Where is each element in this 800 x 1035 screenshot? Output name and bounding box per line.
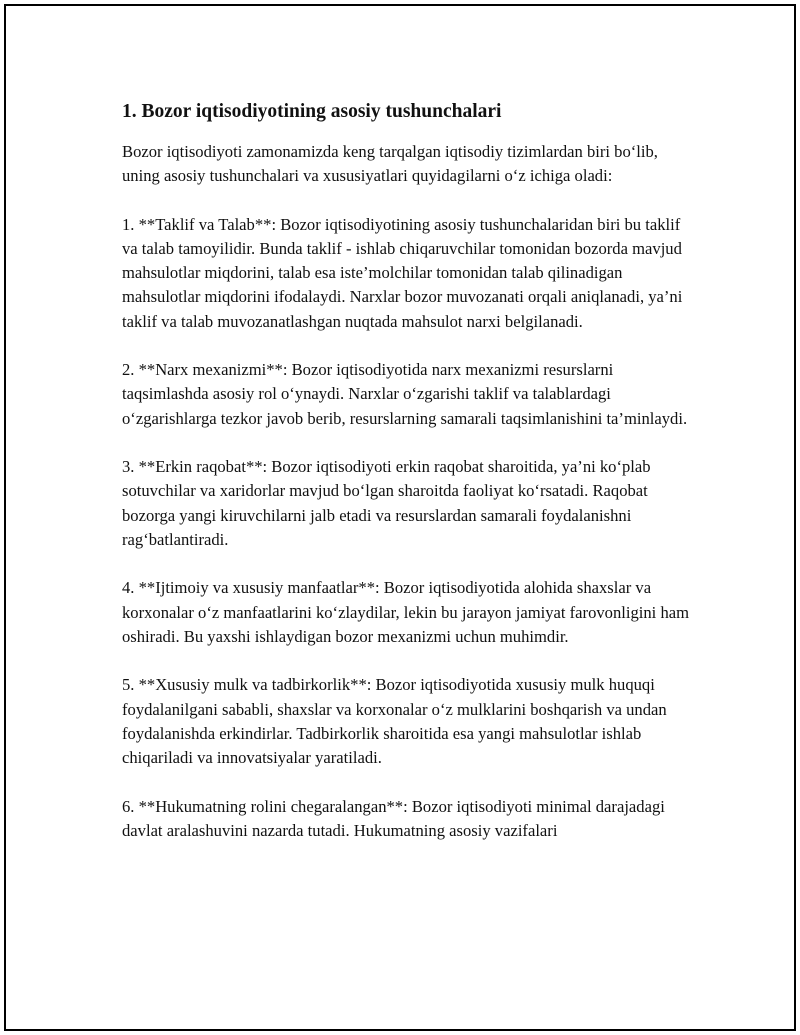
intro-paragraph: Bozor iqtisodiyoti zamonamizda keng tarqalgan iqtisodiy tizimlardan biri bo‘lib, uning asosiy tushunchalari va xususiyatlari quyidagilarni o‘z ichiga oladi: [122,142,658,186]
document-page [4,4,796,1031]
section-heading: 1. Bozor iqtisodiyotining asosiy tushunchalari [122,101,502,122]
paragraph-price-mechanism: 2. **Narx mexanizmi**: Bozor iqtisodiyotida narx mexanizmi resurslarni taqsimlashda asosiy rol o‘ynaydi. Narxlar o‘zgarishi taklif va talablardagi o‘zgarishlarga tezkor javob berib, resurslarning samarali taqsimlanishini ta’minlaydi. [122,360,688,428]
paragraph-government-role: 6. **Hukumatning rolini chegaralangan**: Bozor iqtisodiyoti minimal darajadagi davlat aralashuvini nazarda tutadi. Hukumatning asosiy vazifalari [122,796,665,840]
page-content [120,100,692,867]
paragraph-free-competition: 3. **Erkin raqobat**: Bozor iqtisodiyoti erkin raqobat sharoitida, ya’ni ko‘plab sotuvchilar va xaridorlar mavjud bo‘lgan sharoitda faoliyat ko‘rsatadi. Raqobat bozorga yangi kiruvchilarni jalb etadi va resurslardan samarali foydalanishni rag‘batlantiradi. [122,457,651,549]
paragraph-private-property: 5. **Xususiy mulk va tadbirkorlik**: Bozor iqtisodiyotida xususiy mulk huquqi foydalanilgani sababli, shaxslar va korxonalar o‘z mulklarini boshqarish va undan foydalanishda erkindirlar. Tadbirkorlik sharoitida esa yangi mahsulotlar ishlab chiqariladi va innovatsiyalar yaratiladi. [122,675,667,768]
paragraph-supply-demand: 1. **Taklif va Talab**: Bozor iqtisodiyotining asosiy tushunchalaridan biri bu taklif va talab tamoyilidir. Bunda taklif - ishlab chiqaruvchilar tomonidan bozorda mavjud mahsulotlar miqdorini, talab esa iste’molchilar tomonidan talab qilinadigan mahsulotlar miqdorini ifodalaydi. Narxlar bozor muvozanati orqali aniqlanadi, ya’ni taklif va talab muvozanatlashgan nuqtada mahsulot narxi belgilanadi. [122,214,683,331]
paragraph-social-private-interests: 4. **Ijtimoiy va xususiy manfaatlar**: Bozor iqtisodiyotida alohida shaxslar va korxonalar o‘z manfaatlarini ko‘zlaydilar, lekin bu jarayon jamiyat farovonligini ham oshiradi. Bu yaxshi ishlaydigan bozor mexanizmi uchun muhimdir. [122,578,690,646]
